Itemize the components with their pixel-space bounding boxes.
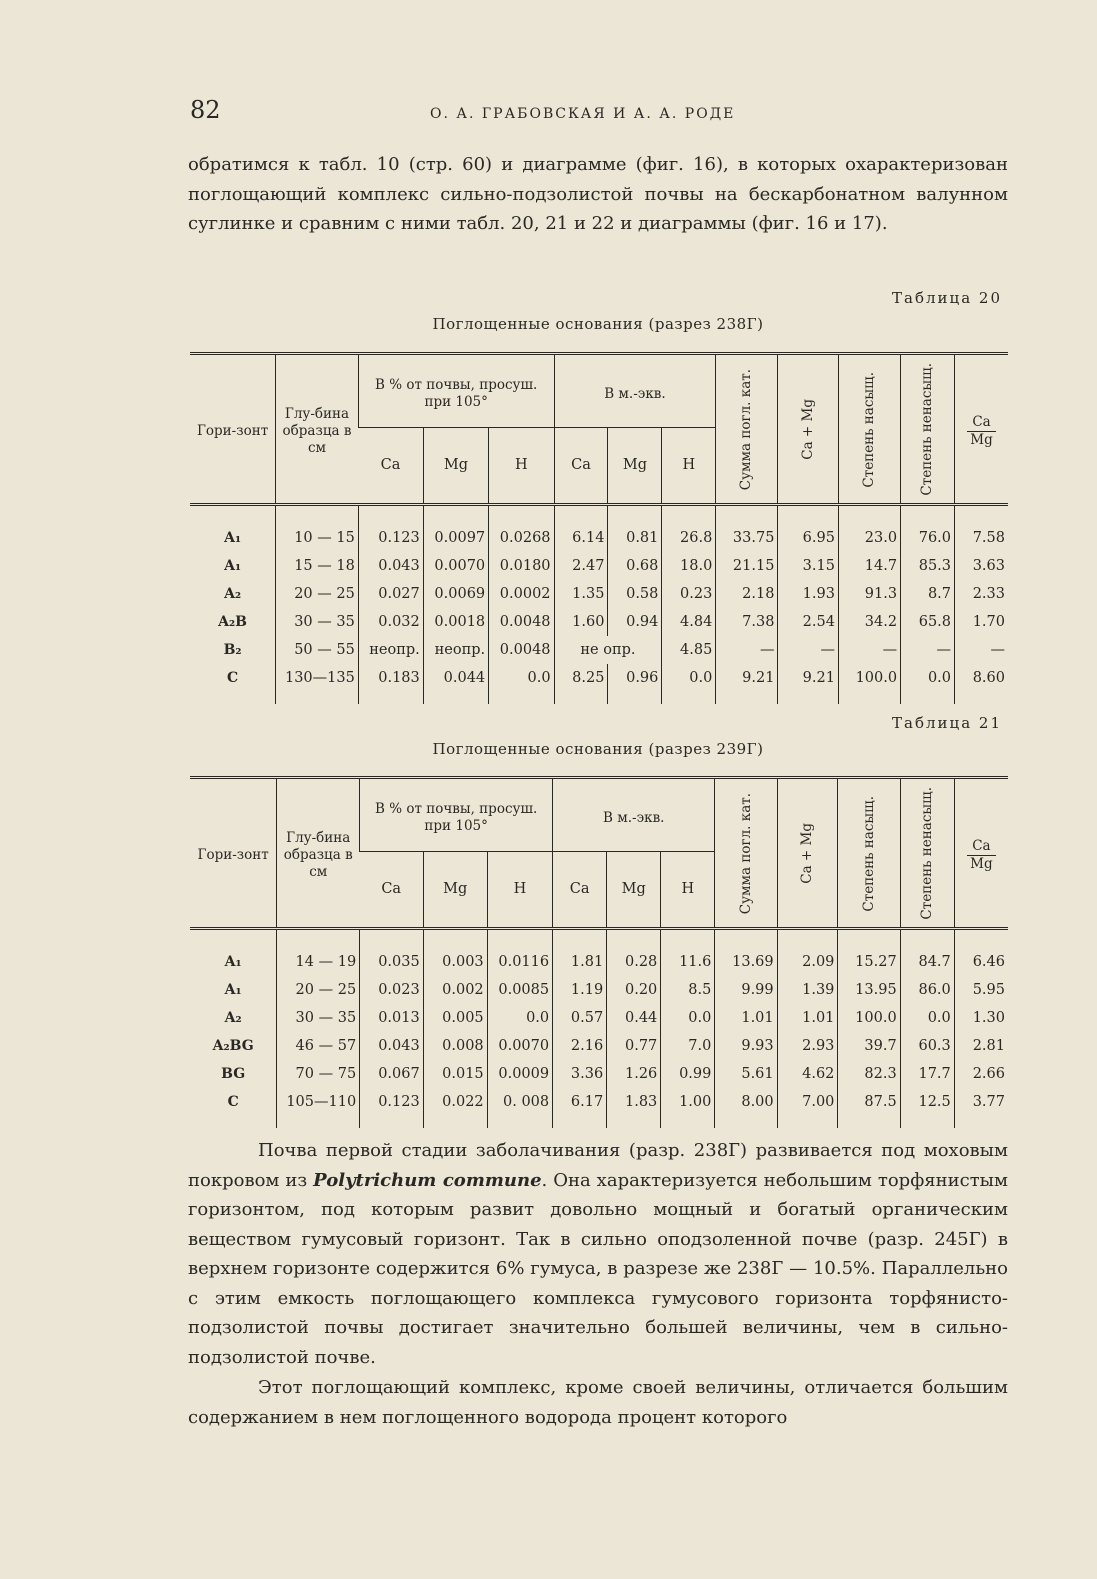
table-cell: 5.61: [715, 1060, 777, 1088]
body-paragraph-3: Этот поглощающий комплекс, кроме своей величины, отличается большим содержанием в нем поглощенного водорода процент которого: [188, 1377, 1008, 1428]
table-cell: 9.99: [715, 976, 777, 1004]
table-cell: 21.15: [716, 552, 778, 580]
table-cell: 4.62: [777, 1060, 838, 1088]
table-cell: 0.0048: [489, 608, 554, 636]
table-row: [190, 580, 1008, 608]
table-cell: 7.00: [777, 1088, 838, 1128]
table-cell: 33.75: [716, 504, 778, 552]
table-cell: A₂: [224, 585, 242, 602]
table-row: [190, 664, 1008, 704]
page-header: [190, 96, 1010, 130]
table-cell: 76.0: [901, 504, 955, 552]
col-unsaturation-label: Степень ненасыщ.: [919, 363, 936, 496]
col-ratio-bottom: Mg: [967, 855, 995, 873]
table-cell: 11.6: [661, 928, 715, 976]
table-20-caption: Поглощенные основания (разрез 238Г): [432, 315, 764, 333]
table-cell: 39.7: [838, 1032, 900, 1060]
table-cell: 0.99: [661, 1060, 715, 1088]
table-cell: 0.123: [358, 504, 423, 552]
col-ca-mg-sum-label: Ca + Mg: [799, 398, 816, 460]
table-cell: 2.16: [553, 1032, 607, 1060]
table-cell: 1.01: [715, 1004, 777, 1032]
table-cell: C: [227, 669, 239, 686]
table-cell: 85.3: [901, 552, 955, 580]
col-ca-mg-sum: [777, 778, 838, 929]
table-cell: 4.85: [662, 636, 716, 664]
table-cell: 65.8: [901, 608, 955, 636]
table-row: [190, 608, 1008, 636]
col-h-percent: H: [487, 852, 552, 928]
table-row: [190, 1088, 1008, 1128]
table-cell: 7.38: [716, 608, 778, 636]
table-cell: 0.0: [900, 1004, 954, 1032]
table-21: [190, 776, 1008, 1128]
table-cell: A₂B: [218, 613, 247, 630]
table-cell: 0.77: [607, 1032, 661, 1060]
p2-text-b: . Она характеризуется небольшим торфянистым горизонтом, под которым развит довольно мощный и богатый органическим веществом гумусовый горизонт. Так в сильно оподзоленной почве (разр. 245Г) в верхнем горизонте содержится 6% гумуса, в разрезе же 238Г — 10.5%. Параллельно с этим емкость поглощающего комплекса гумусового горизонта торфянисто-подзолистой почвы достигает значительно большей величины, чем в сильно-подзолистой почве.: [188, 1169, 1008, 1368]
table-cell: 18.0: [662, 552, 716, 580]
table-cell: 3.36: [553, 1060, 607, 1088]
table-cell: 2.54: [778, 608, 839, 636]
table-cell: 1.93: [778, 580, 839, 608]
table-cell: 0.0268: [489, 504, 554, 552]
col-sum: [716, 354, 778, 505]
col-ca-meq: Ca: [554, 428, 608, 504]
col-saturation-label: Степень насыщ.: [860, 795, 877, 912]
table-cell: 0.0069: [423, 580, 488, 608]
col-mg-meq: Mg: [608, 428, 662, 504]
col-depth: Глу-бина образца в см: [276, 354, 359, 505]
table-cell: —: [955, 636, 1008, 664]
table-cell: 87.5: [838, 1088, 900, 1128]
col-ca-mg-sum: [778, 354, 839, 505]
table-cell: 2.47: [554, 552, 608, 580]
table-cell: 14.7: [838, 552, 900, 580]
table-cell: 2.18: [716, 580, 778, 608]
table-cell: 0.68: [608, 552, 662, 580]
table-cell: 20 — 25: [276, 580, 359, 608]
table-cell: C: [227, 1093, 239, 1110]
col-sum-label: Сумма погл. кат.: [738, 368, 755, 490]
table-cell: 1.60: [554, 608, 608, 636]
table-cell: 46 — 57: [277, 1032, 360, 1060]
table-cell: 60.3: [900, 1032, 954, 1060]
table-cell: 86.0: [900, 976, 954, 1004]
table-cell: 84.7: [900, 928, 954, 976]
col-unsaturation: [901, 354, 955, 505]
table-cell: 17.7: [900, 1060, 954, 1088]
table-row: [190, 1004, 1008, 1032]
table-cell: 0.013: [360, 1004, 424, 1032]
col-group-percent: В % от почвы, просуш. при 105°: [358, 354, 554, 428]
col-group-percent: В % от почвы, просуш. при 105°: [360, 778, 553, 852]
col-mg-percent: Mg: [423, 428, 488, 504]
table-cell: 50 — 55: [276, 636, 359, 664]
table-cell: 130—135: [276, 664, 359, 704]
table-cell: 0.032: [358, 608, 423, 636]
table-cell: 2.93: [777, 1032, 838, 1060]
col-group-meq: В м.-экв.: [553, 778, 715, 852]
table-cell: 20 — 25: [277, 976, 360, 1004]
col-saturation: [838, 778, 900, 929]
table-cell: 0.002: [423, 976, 487, 1004]
table-row: [190, 976, 1008, 1004]
table-cell: 0.20: [607, 976, 661, 1004]
col-sum-label: Сумма погл. кат.: [737, 792, 754, 914]
col-unsaturation: [900, 778, 954, 929]
table-cell: —: [901, 636, 955, 664]
table-cell: A₁: [224, 953, 242, 970]
table-cell: 1.70: [955, 608, 1008, 636]
col-depth: Глу-бина образца в см: [277, 778, 360, 929]
table-cell: 9.21: [716, 664, 778, 704]
table-cell: 0.0009: [487, 1060, 552, 1088]
col-unsaturation-label: Степень ненасыщ.: [918, 787, 935, 920]
table-cell: 1.39: [777, 976, 838, 1004]
table-cell: 8.7: [901, 580, 955, 608]
col-h-meq: H: [661, 852, 715, 928]
table-cell: 0.0116: [487, 928, 552, 976]
table-cell: 26.8: [662, 504, 716, 552]
table-cell: 0.0018: [423, 608, 488, 636]
table-cell: 13.69: [715, 928, 777, 976]
table-cell: 9.21: [778, 664, 839, 704]
table-cell: —: [778, 636, 839, 664]
page-number: 82: [190, 96, 221, 124]
table-cell: 0.043: [360, 1032, 424, 1060]
table-cell: 0.44: [607, 1004, 661, 1032]
table-cell: 0.015: [423, 1060, 487, 1088]
table-cell: 2.66: [954, 1060, 1008, 1088]
table-cell: A₁: [224, 981, 242, 998]
table-row: [190, 1032, 1008, 1060]
table-cell: 0.0048: [489, 636, 554, 664]
table-cell: 0. 008: [487, 1088, 552, 1128]
table-cell: 2.81: [954, 1032, 1008, 1060]
table-cell: 70 — 75: [277, 1060, 360, 1088]
col-ca-meq: Ca: [553, 852, 607, 928]
table-cell: 1.81: [553, 928, 607, 976]
table-cell: A₂: [224, 1009, 242, 1026]
table-21-label: Таблица 21: [892, 714, 1002, 732]
table-cell: 0.008: [423, 1032, 487, 1060]
col-group-meq: В м.-экв.: [554, 354, 716, 428]
table-cell: 23.0: [838, 504, 900, 552]
col-ratio-top: Ca: [972, 838, 991, 855]
table-cell: 0.027: [358, 580, 423, 608]
table-cell: 0.003: [423, 928, 487, 976]
table-cell: неопр.: [358, 636, 423, 664]
table-cell: A₁: [224, 529, 242, 546]
table-cell: 15 — 18: [276, 552, 359, 580]
table-cell: 0.58: [608, 580, 662, 608]
p2-text-a: Почва первой стадии заболачивания (разр. 238Г) развивается под моховым покровом из: [188, 1140, 1008, 1191]
table-cell: 0.28: [607, 928, 661, 976]
table-cell: 0.044: [423, 664, 488, 704]
table-cell: 8.60: [955, 664, 1008, 704]
table-cell: неопр.: [423, 636, 488, 664]
table-cell: 12.5: [900, 1088, 954, 1128]
table-cell: 3.15: [778, 552, 839, 580]
table-cell: 0.0097: [423, 504, 488, 552]
table-cell: 0.023: [360, 976, 424, 1004]
table-cell: 0.0070: [423, 552, 488, 580]
table-cell: 13.95: [838, 976, 900, 1004]
col-h-meq: H: [662, 428, 716, 504]
table-cell: 0.0: [489, 664, 554, 704]
table-row: [190, 636, 1008, 664]
table-cell: 105—110: [277, 1088, 360, 1128]
table-cell: 0.183: [358, 664, 423, 704]
table-cell: не опр.: [554, 636, 662, 664]
table-cell: 0.005: [423, 1004, 487, 1032]
table-cell: 1.19: [553, 976, 607, 1004]
table-row: [190, 928, 1008, 976]
table-cell: 0.0070: [487, 1032, 552, 1060]
table-cell: 0.022: [423, 1088, 487, 1128]
col-h-percent: H: [489, 428, 554, 504]
table-21-caption: Поглощенные основания (разрез 239Г): [432, 740, 764, 758]
col-ca-mg-sum-label: Ca + Mg: [799, 822, 816, 884]
col-ratio-top: Ca: [972, 414, 991, 431]
table-cell: 7.0: [661, 1032, 715, 1060]
table-cell: 8.5: [661, 976, 715, 1004]
table-20: [190, 352, 1008, 704]
table-cell: —: [716, 636, 778, 664]
table-cell: 1.01: [777, 1004, 838, 1032]
table-cell: 0.0002: [489, 580, 554, 608]
col-ratio: [954, 778, 1008, 929]
table-20-label: Таблица 20: [892, 289, 1002, 307]
table-cell: 0.0085: [487, 976, 552, 1004]
table-cell: 82.3: [838, 1060, 900, 1088]
table-cell: 14 — 19: [277, 928, 360, 976]
table-cell: 5.95: [954, 976, 1008, 1004]
col-mg-percent: Mg: [423, 852, 487, 928]
table-cell: 6.95: [778, 504, 839, 552]
table-cell: 1.30: [954, 1004, 1008, 1032]
table-cell: 0.067: [360, 1060, 424, 1088]
col-saturation-label: Степень насыщ.: [861, 371, 878, 488]
table-cell: 7.58: [955, 504, 1008, 552]
table-cell: 1.35: [554, 580, 608, 608]
table-cell: 91.3: [838, 580, 900, 608]
table-cell: 100.0: [838, 1004, 900, 1032]
table-cell: B₂: [223, 641, 242, 658]
table-cell: 0.0: [661, 1004, 715, 1032]
table-cell: 0.123: [360, 1088, 424, 1128]
table-cell: 100.0: [838, 664, 900, 704]
table-cell: 6.17: [553, 1088, 607, 1128]
col-sum: [715, 778, 777, 929]
col-ca-percent: Ca: [358, 428, 423, 504]
col-mg-meq: Mg: [607, 852, 661, 928]
table-cell: 3.77: [954, 1088, 1008, 1128]
table-cell: 9.93: [715, 1032, 777, 1060]
table-cell: 1.00: [661, 1088, 715, 1128]
table-row: [190, 552, 1008, 580]
table-cell: 1.83: [607, 1088, 661, 1128]
table-cell: 2.09: [777, 928, 838, 976]
table-cell: 0.0180: [489, 552, 554, 580]
table-cell: 0.035: [360, 928, 424, 976]
table-cell: 0.0: [901, 664, 955, 704]
table-cell: 1.26: [607, 1060, 661, 1088]
col-horizon: Гори-зонт: [190, 354, 276, 505]
table-cell: 10 — 15: [276, 504, 359, 552]
table-cell: 6.46: [954, 928, 1008, 976]
table-cell: 8.00: [715, 1088, 777, 1128]
table-cell: 0.57: [553, 1004, 607, 1032]
table-row: [190, 1060, 1008, 1088]
table-cell: 0.0: [662, 664, 716, 704]
table-cell: 0.0: [487, 1004, 552, 1032]
table-cell: 8.25: [554, 664, 608, 704]
table-cell: 2.33: [955, 580, 1008, 608]
table-cell: 30 — 35: [277, 1004, 360, 1032]
table-cell: 0.23: [662, 580, 716, 608]
col-ratio: [955, 354, 1008, 505]
table-cell: 6.14: [554, 504, 608, 552]
table-row: [190, 504, 1008, 552]
species-name: Polytrichum commune: [313, 1169, 542, 1191]
table-cell: 0.94: [608, 608, 662, 636]
table-cell: 30 — 35: [276, 608, 359, 636]
table-cell: —: [838, 636, 900, 664]
col-ca-percent: Ca: [360, 852, 424, 928]
table-cell: A₁: [224, 557, 242, 574]
table-cell: 0.96: [608, 664, 662, 704]
col-saturation: [838, 354, 900, 505]
table-cell: 0.81: [608, 504, 662, 552]
table-cell: 34.2: [838, 608, 900, 636]
intro-paragraph: обратимся к табл. 10 (стр. 60) и диаграмме (фиг. 16), в которых охарактеризован поглощающий комплекс сильно-подзолистой почвы на бескарбонатном валунном суглинке и сравним с ними табл. 20, 21 и 22 и диаграммы (фиг. 16 и 17).: [188, 154, 1008, 234]
running-head: О. А. ГРАБОВСКАЯ И А. А. РОДЕ: [430, 106, 736, 122]
table-cell: 15.27: [838, 928, 900, 976]
table-cell: 4.84: [662, 608, 716, 636]
table-cell: BG: [221, 1065, 246, 1082]
table-cell: A₂BG: [212, 1037, 254, 1054]
table-cell: 3.63: [955, 552, 1008, 580]
table-cell: 0.043: [358, 552, 423, 580]
col-ratio-bottom: Mg: [967, 431, 995, 449]
col-horizon: Гори-зонт: [190, 778, 277, 929]
body-paragraph-2: [188, 1136, 1008, 1372]
